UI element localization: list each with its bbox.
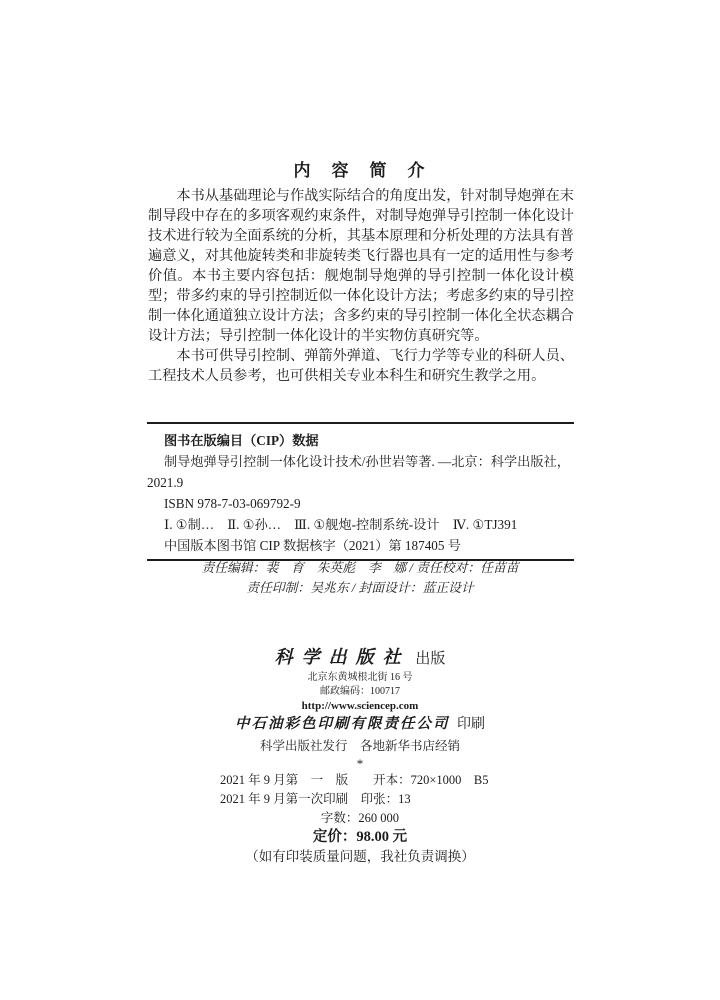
word-count: 字数：260 000: [320, 811, 400, 825]
cip-entry: 制导炮弹导引控制一体化设计技术/孙世岩等著. —北京：科学出版社，: [164, 454, 570, 469]
cip-classification: Ⅰ. ①制… Ⅱ. ①孙… Ⅲ. ①舰炮-控制系统-设计 Ⅳ. ①TJ391: [164, 517, 518, 532]
separator-asterisk: *: [356, 756, 364, 771]
intro-section: [148, 186, 574, 386]
publisher-role: 出版: [415, 651, 446, 667]
publisher-address: 北京东黄城根北街 16 号: [307, 672, 413, 683]
cip-data-block: [147, 422, 574, 561]
price: 定价：98.00 元: [312, 829, 408, 845]
publisher-line: [0, 645, 720, 671]
printer-line: [0, 714, 720, 735]
credits-editors-line: 责任编辑：裴 育 朱英彪 李 娜 / 责任校对：任苗苗: [201, 561, 519, 575]
intro-paragraph-1: 本书从基础理论与作战实际结合的角度出发，针对制导炮弹在末制导段中存在的多项客观约束条件，对制导炮弹导引控制一体化设计技术进行较为全面系统的分析，其基本原理和分析处理的方法具有普遍意义，对其他旋转类和非旋转类飞行器也具有一定的适用性与参考价值。本书主要内容包括：舰炮制导炮弹的导引控制一体化设计模型；带多约束的导引控制近似一体化设计方法；考虑多约束的导引控制一体化通道独立设计方法；含多约束的导引控制一体化全状态耦合设计方法；导引控制一体化设计的半实物仿真研究等。: [148, 188, 574, 344]
publisher-postcode: 邮政编码：100717: [320, 686, 400, 697]
printer-name: 中石油彩色印刷有限责任公司: [235, 716, 450, 732]
printer-role: 印刷: [457, 717, 485, 732]
cip-isbn: ISBN 978-7-03-069792-9: [164, 496, 301, 511]
exchange-note: （如有印装质量问题，我社负责调换）: [245, 849, 475, 864]
edition-first-printing: 2021 年 9 月第一次印刷 印张：13: [220, 792, 411, 806]
edition-block: [220, 771, 500, 809]
edition-first-edition: 2021 年 9 月第 一 版 开本：720×1000 B5: [220, 773, 489, 787]
colophon: [0, 645, 720, 867]
publisher-website: http://www.sciencep.com: [301, 700, 419, 712]
cip-year: 2021.9: [147, 475, 184, 490]
cip-record-number: 中国版本图书馆 CIP 数据核字（2021）第 187405 号: [164, 538, 461, 553]
editorial-credits: [0, 558, 720, 598]
credits-production-line: 责任印制：吴兆东 / 封面设计：蓝正设计: [246, 581, 474, 595]
page-title: 内 容 简 介: [293, 161, 427, 180]
cip-heading: 图书在版编目（CIP）数据: [164, 433, 319, 448]
publisher-name: 科学出版社: [274, 647, 410, 667]
distribution-line: 科学出版社发行 各地新华书店经销: [259, 739, 460, 753]
intro-paragraph-2: 本书可供导引控制、弹箭外弹道、飞行力学等专业的科研人员、工程技术人员参考，也可供相关专业本科生和研究生教学之用。: [148, 348, 574, 384]
